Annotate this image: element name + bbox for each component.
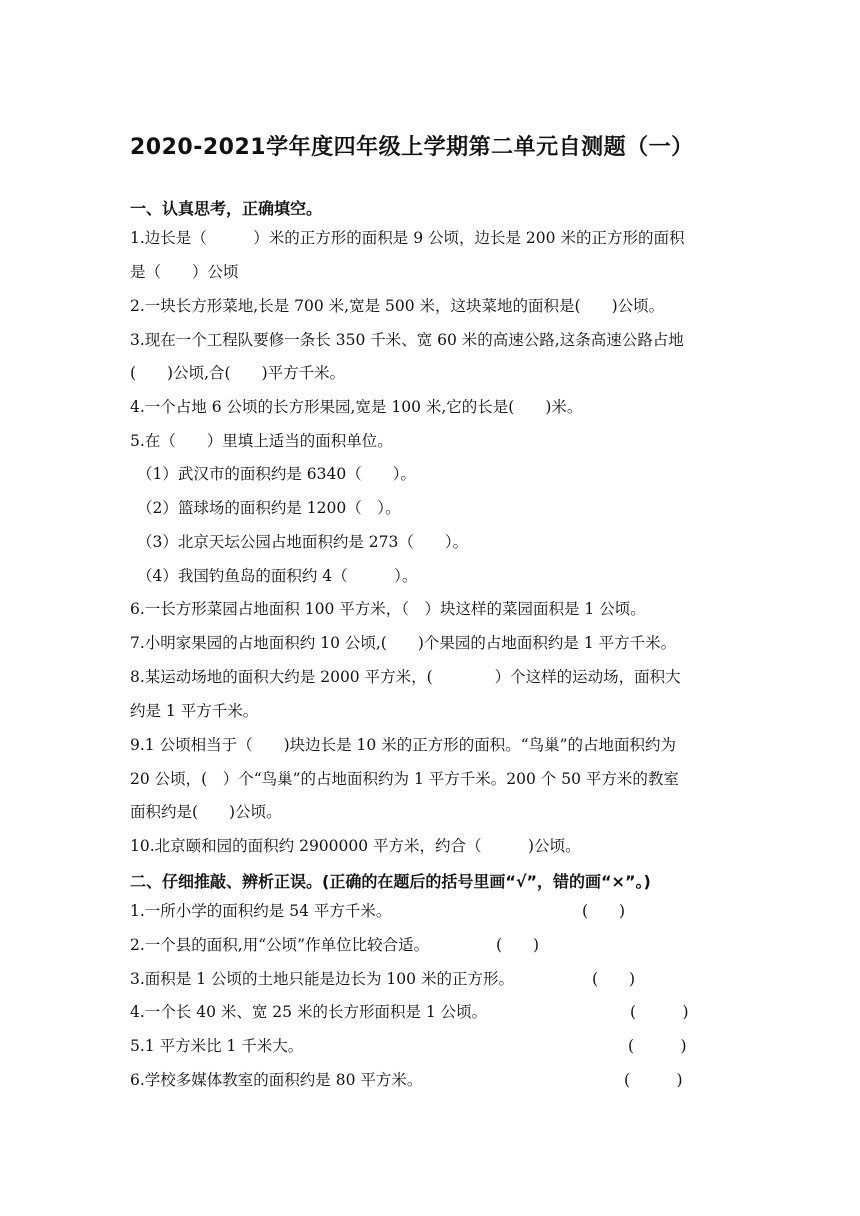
question-line: 8.某运动场地的面积大约是 2000 平方米，( ）个这样的运动场，面积大 (130, 668, 681, 686)
question-text: 2.一个县的面积,用“公顷”作单位比较合适。 (130, 936, 430, 954)
question-line: （1）武汉市的面积约是 6340（ ）。 (137, 465, 416, 483)
question-line: （3）北京天坛公园占地面积约是 273（ ）。 (137, 533, 469, 551)
question-line: 3.现在一个工程队要修一条长 350 千米、宽 60 米的高速公路,这条高速公路占地 (130, 331, 684, 349)
question-text: 1.一所小学的面积约是 54 平方千米。 (130, 902, 392, 920)
question-line: 10.北京颐和园的面积约 2900000 平方米，约合（ )公顷。 (130, 837, 581, 855)
question-line: ( )公顷,合( )平方千米。 (130, 364, 346, 382)
question-line: 5.在（ ）里填上适当的面积单位。 (130, 432, 393, 450)
answer-bracket[interactable]: ( ) (496, 936, 540, 954)
question-line: 20 公顷，( ）个“鸟巢”的占地面积约为 1 平方千米。200 个 50 平方米的教室 (130, 770, 679, 788)
question-line: （4）我国钓鱼岛的面积约 4（ ）。 (137, 567, 418, 585)
question-line: （2）篮球场的面积约是 1200（ ）。 (137, 499, 401, 517)
question-line: 2.一块长方形菜地,长是 700 米,宽是 500 米，这块菜地的面积是( )公顷。 (130, 297, 665, 315)
answer-bracket[interactable]: ( ) (628, 1037, 687, 1055)
question-line: 1.边长是（ ）米的正方形的面积是 9 公顷，边长是 200 米的正方形的面积 (130, 229, 685, 247)
question-text: 4.一个长 40 米、宽 25 米的长方形面积是 1 公顷。 (130, 1003, 488, 1021)
answer-bracket[interactable]: ( ) (624, 1071, 683, 1089)
answer-bracket[interactable]: ( ) (582, 902, 626, 920)
answer-bracket[interactable]: ( ) (630, 1003, 689, 1021)
section2-heading: 二、仔细推敲、辨析正误。(正确的在题后的括号里画“√”，错的画“×”。) (130, 872, 651, 891)
question-line: 6.一长方形菜园占地面积 100 平方米，（ ）块这样的菜园面积是 1 公顷。 (130, 600, 646, 618)
section1-heading: 一、认真思考，正确填空。 (130, 199, 323, 218)
question-text: 6.学校多媒体教室的面积约是 80 平方米。 (130, 1071, 423, 1089)
question-line: 9.1 公顷相当于（ )块边长是 10 米的正方形的面积。“鸟巢”的占地面积约为 (130, 736, 677, 754)
question-text: 3.面积是 1 公顷的土地只能是边长为 100 米的正方形。 (130, 970, 514, 988)
question-line: 约是 1 平方千米。 (130, 702, 259, 720)
question-line: 7.小明家果园的占地面积约 10 公顷,( )个果园的占地面积约是 1 平方千米。 (130, 634, 677, 652)
question-line: 面积约是( )公顷。 (130, 803, 282, 821)
page-title: 2020-2021学年度四年级上学期第二单元自测题（一） (130, 135, 694, 160)
question-line: 4.一个占地 6 公顷的长方形果园,宽是 100 米,它的长是( )米。 (130, 398, 583, 416)
question-line: 是（ ）公顷 (130, 263, 239, 281)
answer-bracket[interactable]: ( ) (592, 970, 636, 988)
question-text: 5.1 平方米比 1 千米大。 (130, 1037, 304, 1055)
